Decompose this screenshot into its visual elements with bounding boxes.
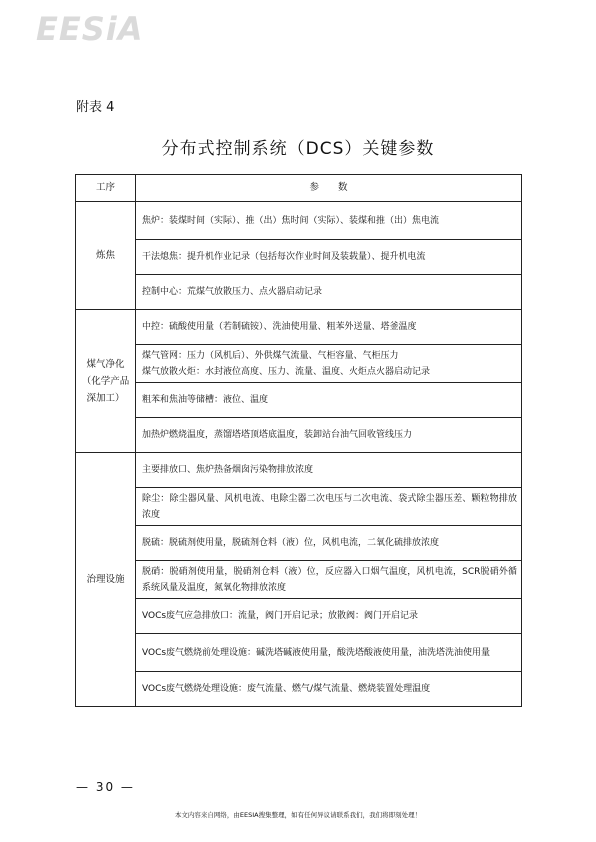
table-row (76, 561, 522, 599)
table-row (76, 488, 522, 526)
table-row (76, 202, 522, 240)
param-cell: 中控：硫酸使用量（若制硫铵）、洗油使用量、粗苯外送量、塔釜温度 (136, 310, 522, 345)
param-cell: VOCs废气燃烧前处理设施：碱洗塔碱液使用量，酸洗塔酸液使用量，油洗塔洗油使用量 (136, 634, 522, 672)
eesia-logo: EESiA (36, 10, 144, 48)
table-row (76, 383, 522, 418)
param-cell: 控制中心：荒煤气放散压力、点火器启动记录 (136, 275, 522, 310)
dcs-parameters-table (75, 174, 522, 707)
param-cell: 除尘：除尘器风量、风机电流、电除尘器二次电压与二次电流、袋式除尘器压差、颗粒物排放浓度 (136, 488, 522, 526)
param-cell: VOCs废气应急排放口：流量，阀门开启记录；放散阀：阀门开启记录 (136, 599, 522, 634)
table-row (76, 310, 522, 345)
annex-label: 附表 4 (76, 100, 115, 115)
param-cell: 脱硝：脱硝剂使用量，脱硝剂仓料（液）位，反应器入口烟气温度，风机电流，SCR脱硝外循系统风量及温度，氮氧化物排放浓度 (136, 561, 522, 599)
param-cell: 煤气管网：压力（风机后）、外供煤气流量、气柜容量、气柜压力 煤气放散火炬：水封液位高度、压力、流量、温度、火炬点火器启动记录 (136, 345, 522, 383)
table-row (76, 275, 522, 310)
param-cell: 粗苯和焦油等储槽：液位、温度 (136, 383, 522, 418)
footer-disclaimer: 本文内容来自网络，由EESIA搜集整理，如有任何异议请联系我们，我们将即刻处理！ (174, 811, 422, 819)
process-cell-treatment-facilities: 治理设施 (76, 453, 136, 707)
process-cell-gas-purification: 煤气净化（化学产品深加工） (76, 310, 136, 453)
process-cell-coking: 炼焦 (76, 202, 136, 310)
table-row (76, 418, 522, 453)
param-cell: 脱硫：脱硫剂使用量，脱硫剂仓料（液）位，风机电流，二氧化硫排放浓度 (136, 526, 522, 561)
table-row (76, 526, 522, 561)
param-cell: VOCs废气燃烧处理设施：废气流量、燃气/煤气流量、燃烧装置处理温度 (136, 672, 522, 707)
table-row (76, 453, 522, 488)
table-row (76, 599, 522, 634)
table-row (76, 345, 522, 383)
param-cell: 焦炉：装煤时间（实际）、推（出）焦时间（实际）、装煤和推（出）焦电流 (136, 202, 522, 240)
header-process: 工序 (76, 175, 136, 202)
header-parameters: 参 数 (136, 175, 522, 202)
table-header-row (76, 175, 522, 202)
param-cell: 主要排放口、焦炉热备烟囱污染物排放浓度 (136, 453, 522, 488)
table-row (76, 240, 522, 275)
page-number: — 30 — (76, 780, 135, 794)
param-cell: 加热炉燃烧温度，蒸馏塔塔顶塔底温度，装卸站台油气回收管线压力 (136, 418, 522, 453)
table-row (76, 672, 522, 707)
table-row (76, 634, 522, 672)
param-cell: 干法熄焦：提升机作业记录（包括每次作业时间及装载量）、提升机电流 (136, 240, 522, 275)
page-title: 分布式控制系统（DCS）关键参数 (161, 139, 435, 159)
